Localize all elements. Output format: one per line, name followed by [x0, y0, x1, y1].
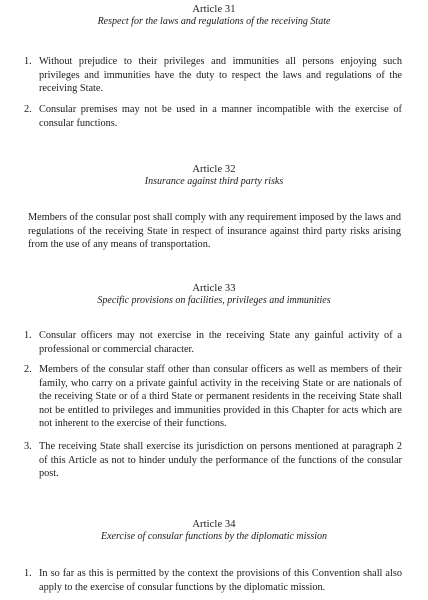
- article-number: Article 31: [192, 4, 236, 15]
- item-text: Consular premises may not be used in a manner incompatible with the exercise of consular functions.: [39, 104, 402, 129]
- item-text: Consular officers may not exercise in the receiving State any gainful activity of a professional or commercial character.: [39, 330, 402, 355]
- item-text: The receiving State shall exercise its jurisdiction on persons mentioned at paragraph 2 of this Article as not to hinder unduly the performance of the functions of the consular post.: [39, 441, 402, 480]
- item-number: 2.: [24, 364, 32, 375]
- article-31-header: [0, 4, 428, 28]
- item-text: Members of the consular staff other than consular officers as well as members of their family, who carry on a private gainful activity in the receiving State or are nationals of the receiving State or of a third State or permanent residents in the receiving State shall not be entitled to privileges and immunities provided in this Chapter for acts which are not inherent to the exercise of their functions.: [39, 364, 402, 430]
- item-number: 1.: [24, 330, 32, 341]
- article-32-paragraph: Members of the consular post shall comply with any requirement imposed by the laws and regulations of the receiving State in respect of insurance against third party risks arising from the use of any means of transportation.: [28, 212, 401, 251]
- article-31-item-2: [24, 103, 402, 130]
- article-31-item-1: [24, 55, 402, 96]
- item-number: 1.: [24, 56, 32, 67]
- item-number: 1.: [24, 568, 32, 579]
- article-title: Respect for the laws and regulations of the receiving State: [97, 16, 331, 27]
- article-34-header: [0, 519, 428, 543]
- item-text: In so far as this is permitted by the context the provisions of this Convention shall also apply to the exercise of consular functions by the diplomatic mission.: [39, 568, 402, 593]
- article-number: Article 34: [192, 519, 236, 530]
- article-33-item-2: [24, 363, 402, 431]
- article-title: Specific provisions on facilities, privileges and immunities: [97, 295, 331, 306]
- article-34-item-1: [24, 567, 402, 594]
- article-33-header: [0, 283, 428, 307]
- item-number: 3.: [24, 441, 32, 452]
- article-number: Article 32: [192, 164, 236, 175]
- article-title: Insurance against third party risks: [144, 176, 284, 187]
- article-33-item-3: [24, 440, 402, 481]
- article-32-header: [0, 164, 428, 188]
- article-33-item-1: [24, 329, 402, 356]
- article-number: Article 33: [192, 283, 236, 294]
- article-title: Exercise of consular functions by the diplomatic mission: [101, 531, 327, 542]
- item-number: 2.: [24, 104, 32, 115]
- item-text: Without prejudice to their privileges and immunities all persons enjoying such privileges and immunities have the duty to respect the laws and regulations of the receiving State.: [39, 56, 402, 95]
